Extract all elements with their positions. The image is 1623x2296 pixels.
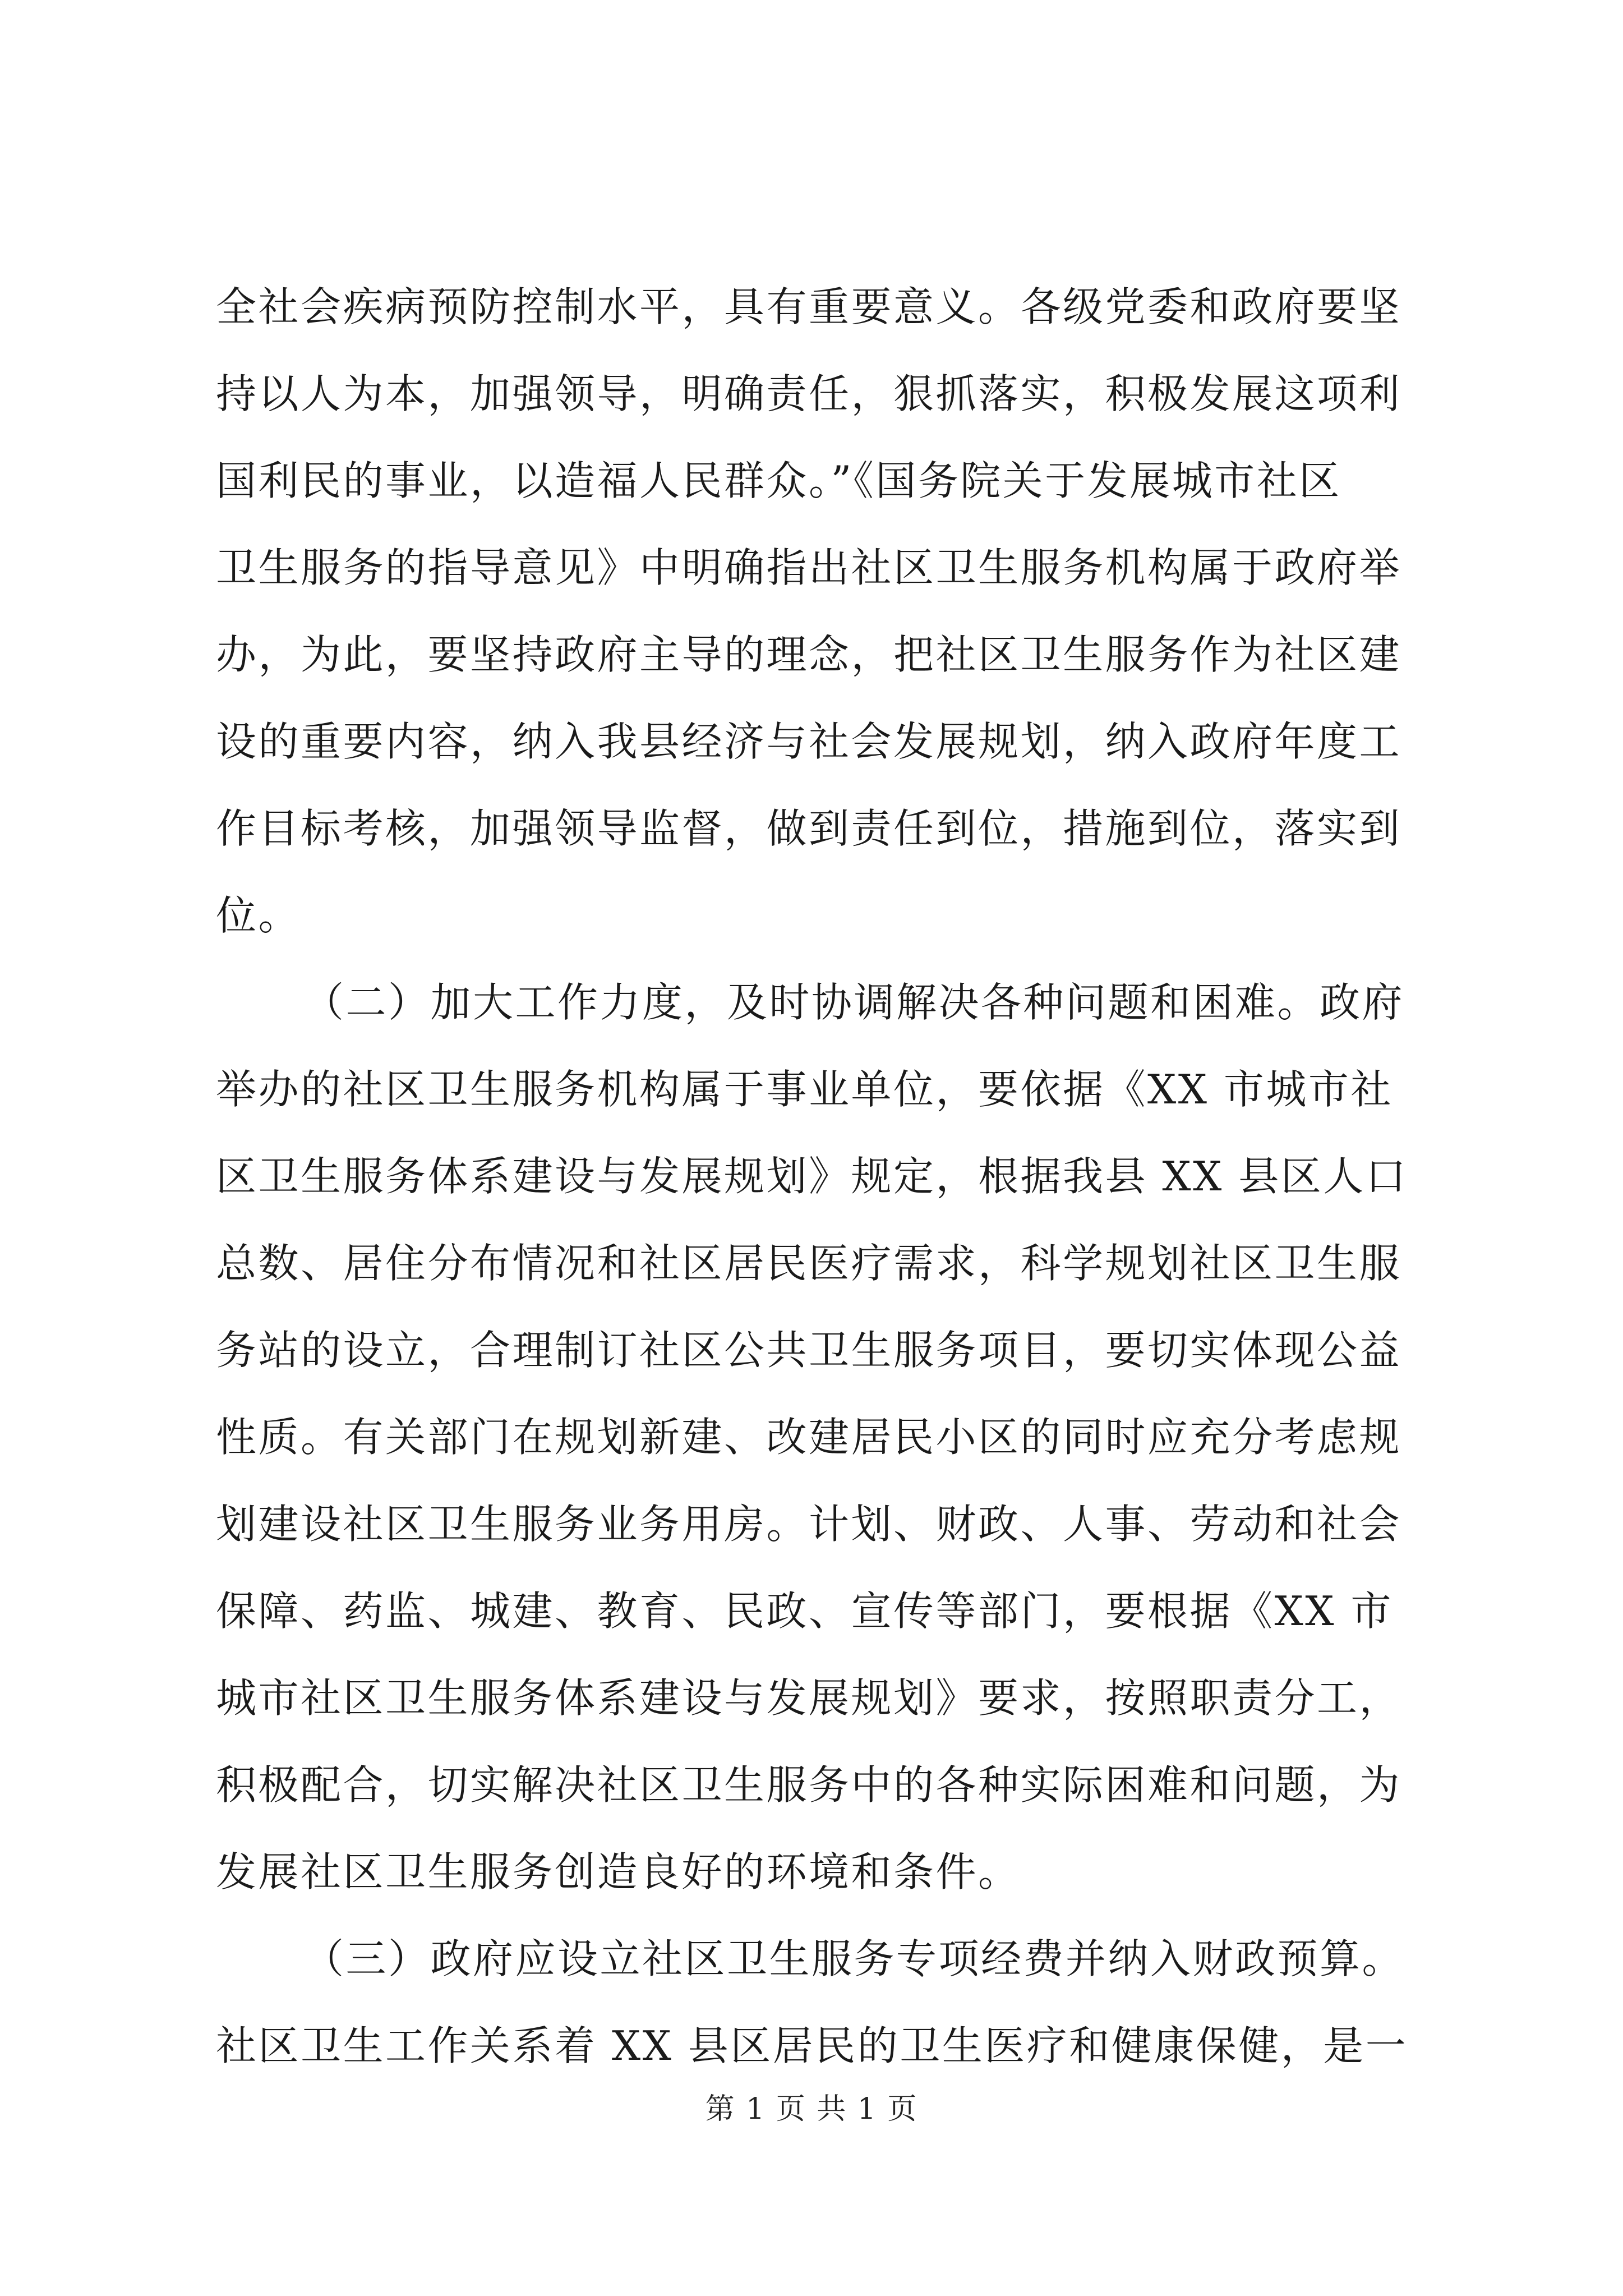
text-line: 卫生服务的指导意见》中明确指出社区卫生服务机构属于政府举 <box>216 544 1402 591</box>
text-line: 总数、居住分布情况和社区居民医疗需求，科学规划社区卫生服 <box>216 1240 1402 1287</box>
page-footer: 第 1 页 共 1 页 <box>705 2092 918 2126</box>
document-body <box>216 264 1427 2090</box>
text-line: 区卫生服务体系建设与发展规划》规定，根据我县 XX 县区人口 <box>216 1153 1408 1200</box>
text-line: 办，为此，要坚持政府主导的理念，把社区卫生服务作为社区建 <box>216 631 1402 678</box>
section-heading-line: （二）加大工作力度，及时协调解决各种问题和困难。政府 <box>303 979 1405 1026</box>
text-line: 国利民的事业，以造福人民群众。”《国务院关于发展城市社区 <box>216 457 1341 504</box>
text-line: 持以人为本，加强领导，明确责任，狠抓落实，积极发展这项利 <box>216 370 1402 417</box>
text-line: 作目标考核，加强领导监督，做到责任到位，措施到位，落实到 <box>216 805 1402 852</box>
text-line: 设的重要内容，纳入我县经济与社会发展规划，纳入政府年度工 <box>216 718 1402 765</box>
text-line: 发展社区卫生服务创造良好的环境和条件。 <box>216 1848 1021 1895</box>
text-line: 积极配合，切实解决社区卫生服务中的各种实际困难和问题，为 <box>216 1761 1402 1809</box>
text-line: 性质。有关部门在规划新建、改建居民小区的同时应充分考虑规 <box>216 1414 1402 1461</box>
section-heading-line: （三）政府应设立社区卫生服务专项经费并纳入财政预算。 <box>303 1935 1405 1982</box>
text-line: 务站的设立，合理制订社区公共卫生服务项目，要切实体现公益 <box>216 1327 1402 1374</box>
text-line: 保障、药监、城建、教育、民政、宣传等部门，要根据《XX 市 <box>216 1588 1393 1635</box>
text-line: 社区卫生工作关系着 XX 县区居民的卫生医疗和健康保健，是一 <box>216 2022 1408 2069</box>
text-line: 举办的社区卫生服务机构属于事业单位，要依据《XX 市城市社 <box>216 1066 1393 1113</box>
text-line: 划建设社区卫生服务业务用房。计划、财政、人事、劳动和社会 <box>216 1501 1402 1548</box>
text-line: 城市社区卫生服务体系建设与发展规划》要求，按照职责分工， <box>216 1674 1402 1722</box>
text-line: 位。 <box>216 892 301 939</box>
text-line: 全社会疾病预防控制水平，具有重要意义。各级党委和政府要坚 <box>216 283 1402 330</box>
